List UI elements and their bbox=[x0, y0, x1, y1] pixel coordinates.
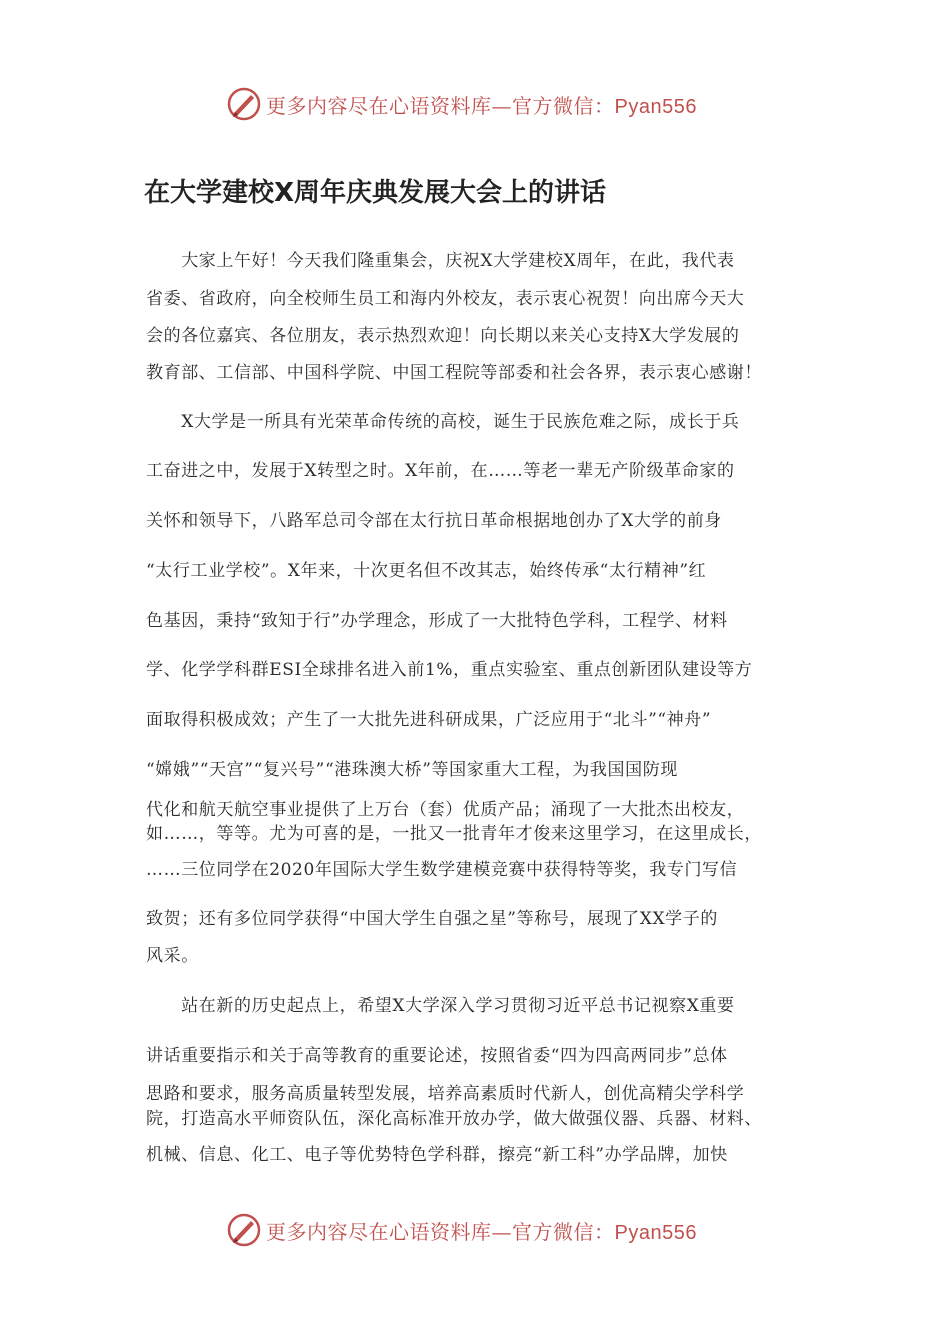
body-line: 省委、省政府，向全校师生员工和海内外校友，表示衷心祝贺！向出席今天大 bbox=[146, 289, 745, 309]
footer-banner bbox=[0, 1210, 950, 1250]
body-line: “嫦娥”“天宫”“复兴号”“港珠澳大桥”等国家重大工程，为我国国防现 bbox=[146, 760, 678, 780]
body-line: 讲话重要指示和关于高等教育的重要论述，按照省委“四为四高两同步”总体 bbox=[146, 1046, 728, 1066]
body-line: 致贺；还有多位同学获得“中国大学生自强之星”等称号，展现了XX学子的 bbox=[146, 909, 718, 929]
body-line: 关怀和领导下，八路军总司令部在太行抗日革命根据地创办了X大学的前身 bbox=[146, 511, 722, 531]
banner-label: 更多内容尽在心语资料库—官方微信： bbox=[266, 94, 615, 118]
body-line: 大家上午好！今天我们隆重集会，庆祝X大学建校X周年，在此，我代表 bbox=[146, 251, 735, 271]
body-line: 代化和航天航空事业提供了上万台（套）优质产品；涌现了一大批杰出校友， bbox=[146, 800, 745, 820]
banner-wechat-id: Pyan556 bbox=[614, 96, 697, 118]
body-line: 会的各位嘉宾、各位朋友，表示热烈欢迎！向长期以来关心支持X大学发展的 bbox=[146, 326, 740, 346]
body-line: 工奋进之中，发展于X转型之时。X年前，在……等老一辈无产阶级革命家的 bbox=[146, 461, 735, 481]
body-line: 如……，等等。尤为可喜的是，一批又一批青年才俊来这里学习，在这里成长， bbox=[146, 824, 762, 844]
banner-wechat-id: Pyan556 bbox=[614, 1222, 697, 1244]
banner-text bbox=[266, 90, 697, 119]
body-line: X大学是一所具有光荣革命传统的高校，诞生于民族危难之际，成长于兵 bbox=[146, 412, 740, 432]
body-line: “太行工业学校”。X年来，十次更名但不改其志，始终传承“太行精神”红 bbox=[146, 561, 707, 581]
banner-text bbox=[266, 1216, 697, 1245]
body-line: 风采。 bbox=[146, 946, 199, 966]
body-line: 机械、信息、化工、电子等优势特色学科群，擦亮“新工科”办学品牌，加快 bbox=[146, 1145, 728, 1165]
body-line: 面取得积极成效；产生了一大批先进科研成果，广泛应用于“北斗”“神舟” bbox=[146, 710, 712, 730]
body-line: 站在新的历史起点上，希望X大学深入学习贯彻习近平总书记视察X重要 bbox=[146, 996, 735, 1016]
document-title: 在大学建校X周年庆典发展大会上的讲话 bbox=[144, 178, 607, 208]
body-line: 教育部、工信部、中国科学院、中国工程院等部委和社会各界，表示衷心感谢！ bbox=[146, 363, 762, 383]
body-line: 色基因，秉持“致知于行”办学理念，形成了一大批特色学科，工程学、材料 bbox=[146, 611, 728, 631]
banner-label: 更多内容尽在心语资料库—官方微信： bbox=[266, 1220, 615, 1244]
header-banner bbox=[0, 84, 950, 124]
body-line: 院，打造高水平师资队伍，深化高标准开放办学，做大做强仪器、兵器、材料、 bbox=[146, 1109, 762, 1129]
body-line: 学、化学学科群ESI全球排名进入前1%，重点实验室、重点创新团队建设等方 bbox=[146, 660, 753, 680]
pen-circle-logo-icon bbox=[226, 1212, 262, 1248]
body-line: 思路和要求，服务高质量转型发展，培养高素质时代新人，创优高精尖学科学 bbox=[146, 1084, 745, 1104]
body-line: ……三位同学在2020年国际大学生数学建模竞赛中获得特等奖，我专门写信 bbox=[146, 860, 738, 880]
pen-circle-logo-icon bbox=[226, 86, 262, 122]
